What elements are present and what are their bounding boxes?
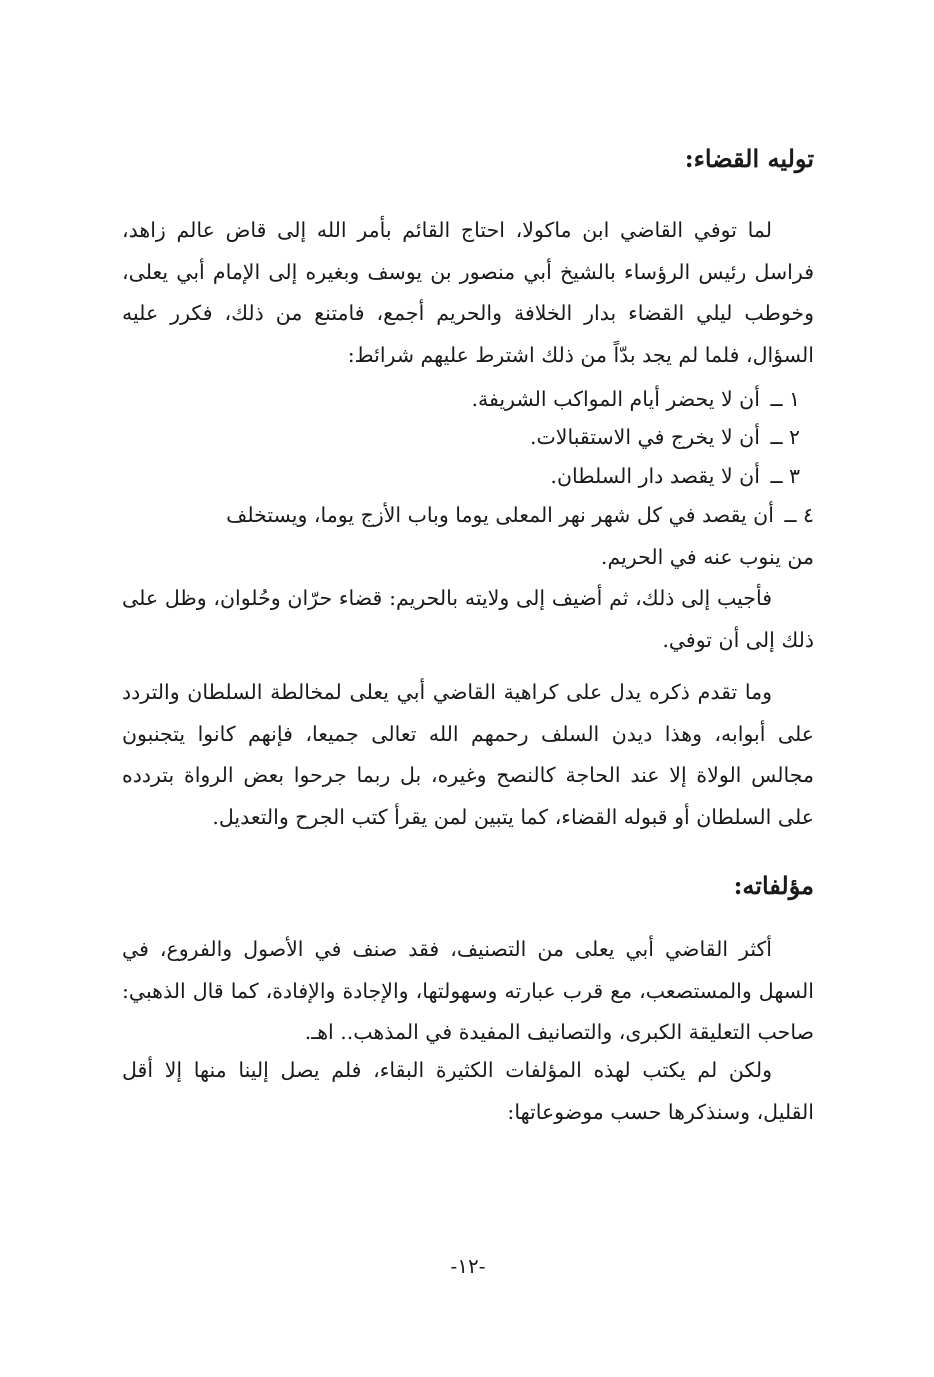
document-page [122, 0, 814, 1377]
condition-item-2 [122, 417, 800, 459]
section-heading-works: مؤلفاته: [733, 871, 814, 900]
page-number: -١٢- [450, 1254, 486, 1278]
condition-item-3 [122, 456, 800, 498]
paragraph-after-conditions: فأجيب إلى ذلك، ثم أضيف إلى ولايته بالحريم: قضاء حرّان وحُلوان، وظل على ذلك إلى أن توفي. [122, 586, 814, 652]
condition-item-1 [122, 379, 800, 421]
paragraph-works-intro: أكثر القاضي أبي يعلى من التصنيف، فقد صنف في الأصول والفروع، في السهل والمستصعب، مع قرب عبارته وسهولتها، والإجادة والإفادة، كما قال الذهبي: صاحب التعليقة الكبرى، والتصانيف المفيدة في المذهب.. اهـ. [122, 937, 814, 1044]
condition-text: أن لا يخرج في الاستقبالات. [529, 425, 760, 449]
condition-item-4-continuation: من ينوب عنه في الحريم. [600, 545, 814, 569]
condition-text: أن لا يقصد دار السلطان. [550, 464, 760, 488]
paragraph-commentary: وما تقدم ذكره يدل على كراهية القاضي أبي يعلى لمخالطة السلطان والتردد على أبوابه، وهذا ديدن السلف رحمهم الله تعالى جميعا، فإنهم كانوا يتجنبون مجالس الولاة إلا عند الحاجة كالنصح وغيره، بل ربما جرحوا بعض الرواة بتردده على السلطان أو قبوله القضاء، كما يتبين لمن يقرأ كتب الجرح والتعديل. [122, 680, 814, 829]
section-heading-judgeship: توليه القضاء: [684, 144, 814, 173]
condition-item-4 [122, 495, 814, 537]
condition-text: أن يقصد في كل شهر نهر المعلى يوما وباب الأزج يوما، ويستخلف [226, 503, 774, 527]
paragraph-judgeship-intro: لما توفي القاضي ابن ماكولا، احتاج القائم بأمر الله إلى قاض عالم زاهد، فراسل رئيس الرؤساء بالشيخ أبي منصور بن يوسف وبغيره إلى الإمام أبي يعلى، وخوطب ليلي القضاء بدار الخلافة والحريم أجمع، فامتنع من ذلك، فكرر عليه السؤال، فلما لم يجد بدّاً من ذلك اشترط عليهم شرائط: [122, 218, 814, 367]
condition-number: ٤ ــ [784, 503, 814, 527]
condition-number: ٣ ــ [770, 464, 800, 488]
condition-number: ١ ــ [770, 387, 800, 411]
paragraph-works-list-intro: ولكن لم يكتب لهذه المؤلفات الكثيرة البقاء، فلم يصل إلينا منها إلا أقل القليل، وسنذكرها حسب موضوعاتها: [122, 1058, 814, 1124]
condition-number: ٢ ــ [770, 425, 800, 449]
condition-text: أن لا يحضر أيام المواكب الشريفة. [471, 387, 760, 411]
